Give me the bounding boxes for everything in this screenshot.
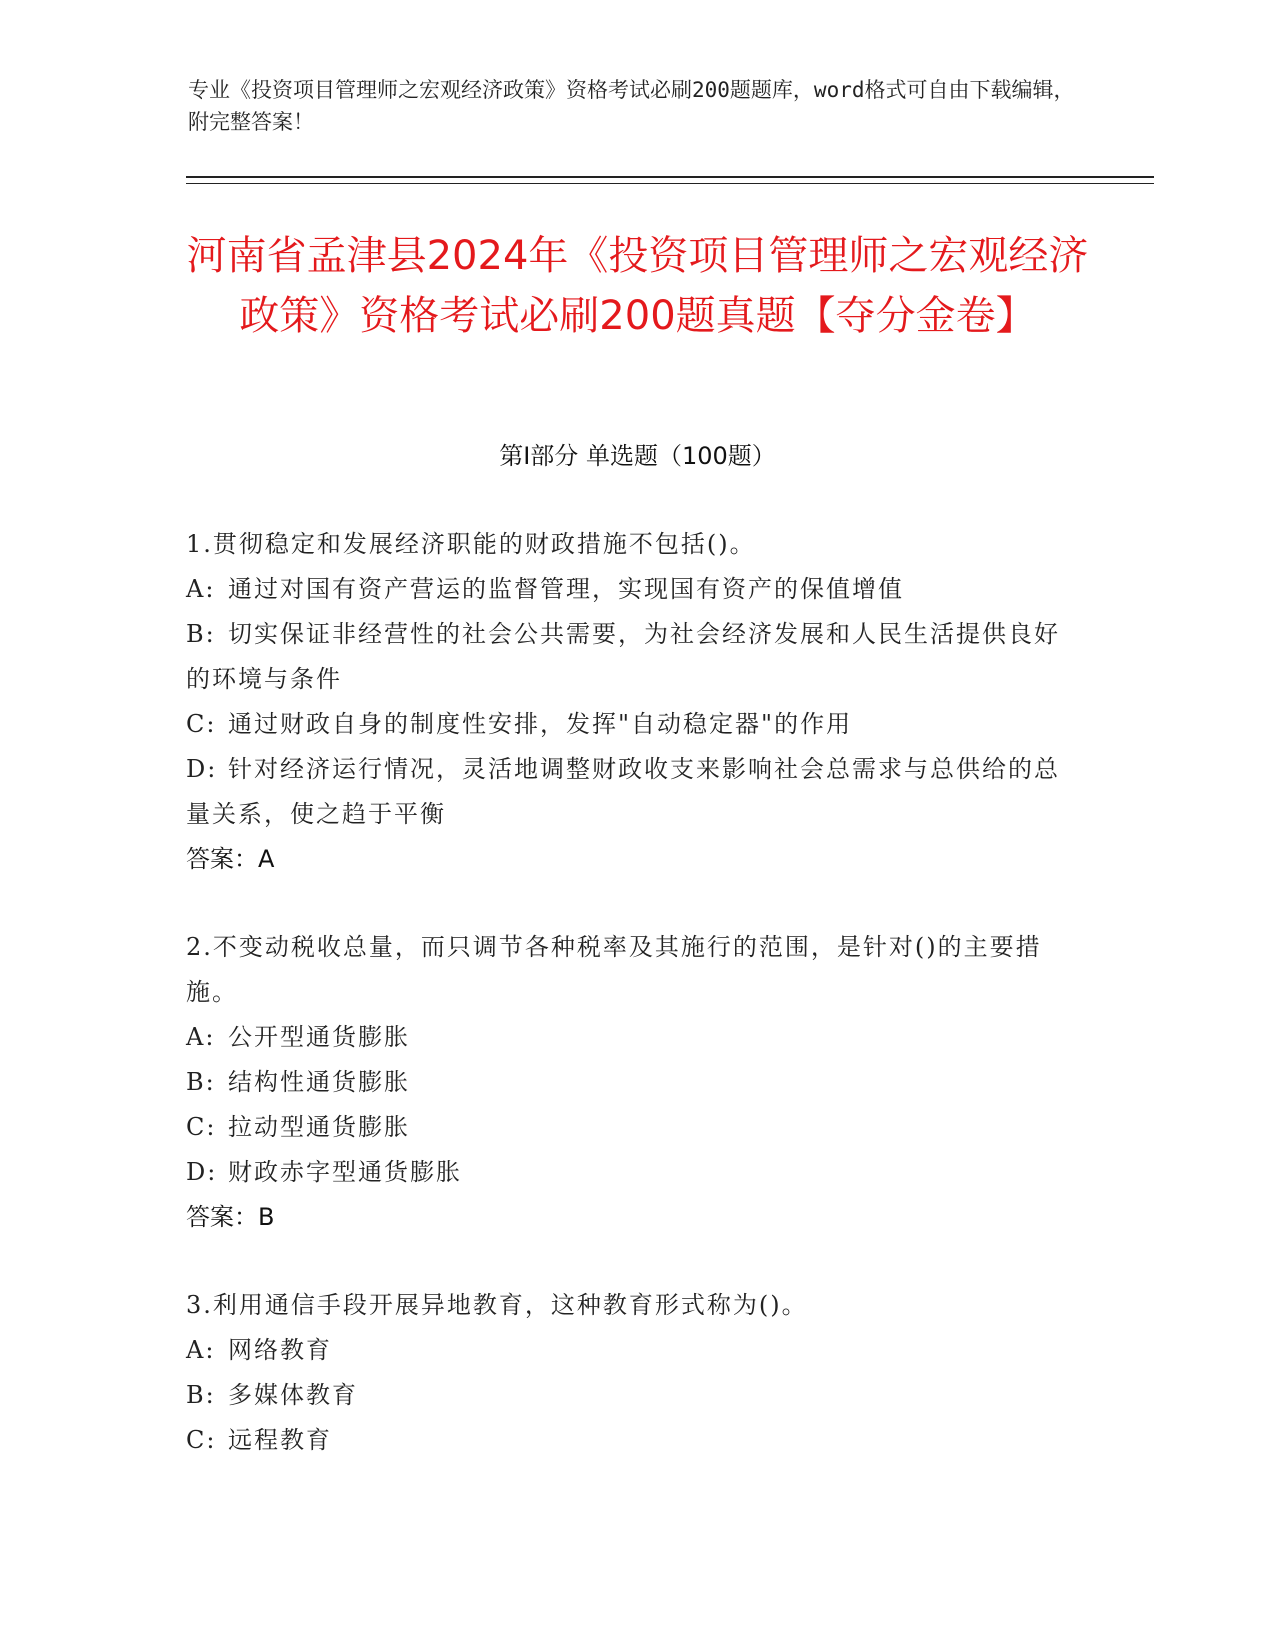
option-a xyxy=(186,1015,1076,1060)
header-divider-thick xyxy=(186,176,1154,178)
question-1 xyxy=(186,522,1076,882)
option-c xyxy=(186,1418,1076,1463)
option-key: D: xyxy=(186,1158,218,1186)
option-text: 多媒体教育 xyxy=(228,1381,358,1409)
option-text: 结构性通货膨胀 xyxy=(228,1068,410,1096)
option-b xyxy=(186,1373,1076,1418)
option-key: B: xyxy=(186,620,216,648)
option-d xyxy=(186,1150,1076,1195)
question-3 xyxy=(186,1283,1076,1463)
option-key: B: xyxy=(186,1381,216,1409)
option-text: 财政赤字型通货膨胀 xyxy=(228,1158,462,1186)
option-a xyxy=(186,1328,1076,1373)
option-text: 拉动型通货膨胀 xyxy=(228,1113,410,1141)
option-text: 网络教育 xyxy=(228,1336,332,1364)
question-text: 3.利用通信手段开展异地教育，这种教育形式称为()。 xyxy=(186,1291,808,1319)
option-key: A: xyxy=(186,1023,216,1051)
option-key: C: xyxy=(186,1113,217,1141)
option-text: 切实保证非经营性的社会公共需要，为社会经济发展和人民生活提供良好的环境与条件 xyxy=(186,620,1060,693)
header-note: 专业《投资项目管理师之宏观经济政策》资格考试必刷200题题库，word格式可自由下载编辑，附完整答案！ xyxy=(188,78,1075,134)
option-a xyxy=(186,567,1076,612)
answer-line: 答案：B xyxy=(186,1203,275,1231)
option-c xyxy=(186,702,1076,747)
option-text: 通过财政自身的制度性安排，发挥"自动稳定器"的作用 xyxy=(228,710,853,738)
question-text: 2.不变动税收总量，而只调节各种税率及其施行的范围，是针对()的主要措施。 xyxy=(186,933,1042,1006)
option-d xyxy=(186,747,1076,837)
question-text: 1.贯彻稳定和发展经济职能的财政措施不包括()。 xyxy=(186,530,756,558)
question-list xyxy=(186,522,1076,1506)
question-2 xyxy=(186,925,1076,1240)
answer-line: 答案：A xyxy=(186,845,275,873)
header-divider-thin xyxy=(186,183,1154,184)
option-text: 公开型通货膨胀 xyxy=(228,1023,410,1051)
option-key: C: xyxy=(186,1426,217,1454)
section-heading: 第Ⅰ部分 单选题（100题） xyxy=(499,442,776,470)
option-c xyxy=(186,1105,1076,1150)
option-text: 针对经济运行情况，灵活地调整财政收支来影响社会总需求与总供给的总量关系，使之趋于平衡 xyxy=(186,755,1060,828)
option-key: D: xyxy=(186,755,218,783)
option-key: A: xyxy=(186,575,216,603)
option-key: A: xyxy=(186,1336,216,1364)
option-text: 远程教育 xyxy=(228,1426,332,1454)
option-b xyxy=(186,1060,1076,1105)
option-text: 通过对国有资产营运的监督管理，实现国有资产的保值增值 xyxy=(228,575,904,603)
option-key: B: xyxy=(186,1068,216,1096)
option-key: C: xyxy=(186,710,217,738)
document-title: 河南省孟津县2024年《投资项目管理师之宏观经济政策》资格考试必刷200题真题【夺分金卷】 xyxy=(186,233,1089,339)
option-b xyxy=(186,612,1076,702)
